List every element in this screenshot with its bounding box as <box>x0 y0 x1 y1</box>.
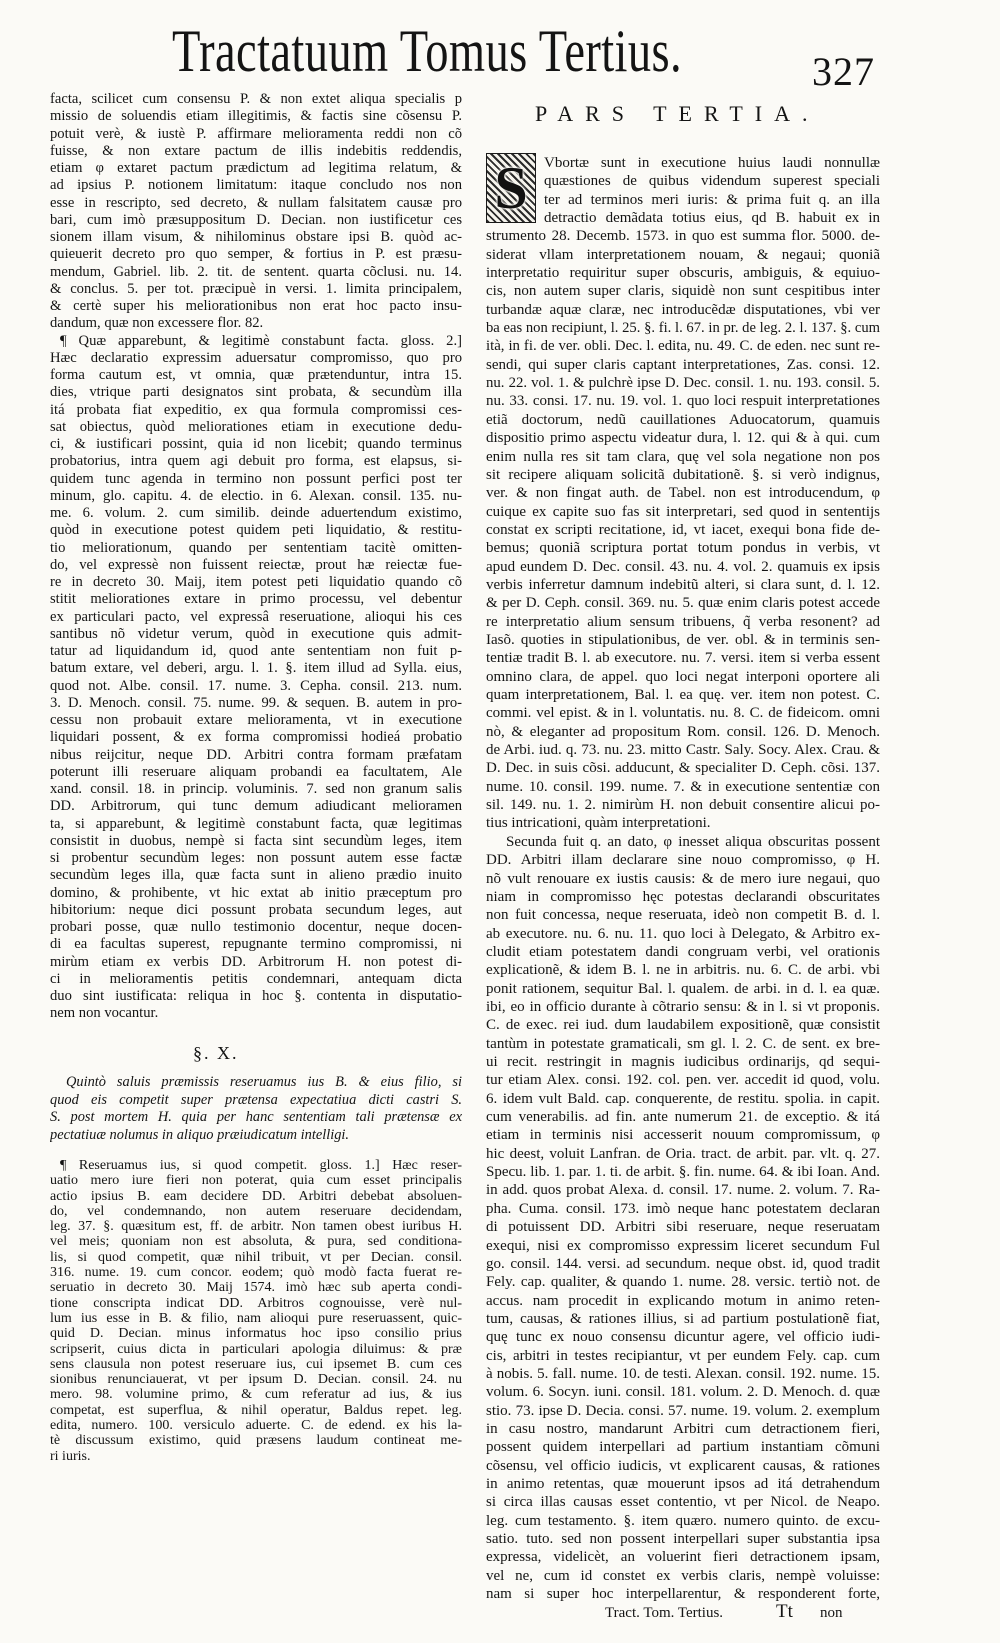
text-line: lis, si quod competit, quæ nihil tribuit, vt per Decian. consil. <box>50 1249 462 1265</box>
text-line: tur etiam Alex. consi. 192. col. pen. ver. accedit id quod, volu. <box>486 1072 880 1089</box>
text-line: dies, vtrique parti designatos sint probata, & secundùm illa <box>50 384 462 401</box>
text-line: Secunda fuit q. an dato, φ inesset aliqua obscuritas possent <box>506 833 880 850</box>
text-line: interpretatio requiritur super obscuris, ambiguis, & equiuo- <box>486 265 880 282</box>
text-line: liquidari possent, & ex forma compromissi hodieá probatio <box>50 729 462 746</box>
text-line: do, vel expressè non fuissent reiectæ, prout hæ reiectæ fue- <box>50 556 462 573</box>
text-line: nõ vult renouare ex iustis causis: & de mero iure negaui, quo <box>486 870 880 887</box>
text-line: stitit meliorationes extare in primo processu, vel debentur <box>50 591 462 608</box>
text-line: ter ad terminos meri iuris: & prima fuit q. an illa <box>544 191 880 208</box>
text-line: in animo retentas, quæ mouerunt ipsos ad itá detrahendum <box>486 1475 880 1492</box>
text-line: quæstiones de quibus videndum superest speciali <box>544 173 880 190</box>
text-line: di ea facultas superest, repugnante termino compromissi, ni <box>50 936 462 953</box>
text-line: in add. quos probat Alexa. d. consil. 17. nume. 2. volum. 7. Ra- <box>486 1182 880 1199</box>
text-line: ad ipsius P. notionem limitatum: itaque concludo nos non <box>50 177 462 194</box>
text-line: go. consil. 144. versi. ad secundum. neque obst. id, quod tradit <box>486 1255 880 1272</box>
text-line: do, vel condemnando, non autem reseruare decidendam, <box>50 1203 462 1219</box>
running-title: Tractatuum Tomus Tertius. <box>172 18 682 84</box>
text-line: DD. Arbitri illam declarare sine nouo compromisso, φ H. <box>486 852 880 869</box>
text-line: tio meliorationum, quando per sententiam tacitè omitten- <box>50 539 462 556</box>
text-line: sat obiectus, quòd meliorationes etiam in executione dedu- <box>50 418 462 435</box>
text-line: probari posse, quæ nullo testimonio docentur, neque docen- <box>50 919 462 935</box>
text-line: omnino clara, de appel. quo loci negat interponi oportere ali <box>486 668 880 685</box>
text-line: xand. consil. 18. in princip. voluminis. 7. sed non granum salis <box>50 781 462 797</box>
text-line: re in decreto 30. Maij, item potest peti liquidatio quando cõ <box>50 574 462 590</box>
text-line: DD. Arbitrorum, qui tunc demum adiudicant melioramen <box>50 798 462 815</box>
text-line: de Arbi. iud. q. 73. nu. 23. mitto Castr. Saly. Socy. Alex. Crau. & <box>486 742 880 758</box>
text-line: poterunt illi reseruare aliquam probandi ea facultatem, Ale <box>50 763 462 780</box>
text-line: bari, cum imò præsuppositum D. Decian. non iustificetur ces <box>50 211 462 228</box>
text-line: sil. 149. nu. 1. 2. nimirùm H. non debuit consentire alicui po- <box>486 797 880 814</box>
text-line: cõsensu, vel officio iudicis, vt explicarent causas, & rationes <box>486 1457 880 1474</box>
text-line: ponit rationem, sequitur Bal. l. qualem. de arbi. in d. l. ea quæ. <box>486 980 880 997</box>
text-line: edita, numero. 100. versiculo aduerte. C. de edend. ex his la- <box>50 1418 462 1434</box>
text-line: sionem illam visum, & nihilominus obstare ipsi B. quòd ac- <box>50 229 462 245</box>
text-line: Quintò saluis præmissis reseruamus ius B. & eius filio, si <box>66 1074 462 1090</box>
footer-signature: Tract. Tom. Tertius. <box>605 1605 724 1621</box>
text-line: ci, & iustificari possint, quia id non licebit; quando terminus <box>50 436 462 452</box>
text-line: C. de exec. rei iud. dum laudabilem expositionẽ, quæ consistit <box>486 1017 880 1034</box>
text-line: quòd in executione potest quidem peti liquidatio, & restitu- <box>50 522 462 539</box>
text-line: duo sint iustificata: reliqua in hoc §. contenta in disputatio- <box>50 988 462 1004</box>
text-line: santibus nõ videtur verum, quòd in executione quis admit- <box>50 625 462 642</box>
text-line: stio. 73. ipse D. Decia. consi. 57. nume. 19. volum. 2. exemplum <box>486 1402 880 1419</box>
text-line: leg. cum testamento. §. item quæro. numero quinto. de excu- <box>486 1512 880 1529</box>
text-line: uatio mero iure fieri non poterat, quia cum esset principalis <box>50 1173 462 1189</box>
text-line: lum ius esse in B. & filio, nam alioqui pure reseruassent, quic- <box>50 1310 462 1326</box>
left-paragraph-4 <box>50 1158 462 1464</box>
text-line: volum. 6. Socyn. iuni. consil. 181. volum. 2. D. Menoch. d. quæ <box>486 1384 880 1401</box>
text-line: pha. Cuma. consil. 173. imò neque hanc potestatem declaran <box>486 1200 880 1217</box>
text-line: re interpretatio alium sensum tribuens, q̃ verba resonent? ad <box>486 613 880 630</box>
text-line: tione conscripta indicat DD. Arbitros cognouisse, verè nul- <box>50 1295 462 1311</box>
text-line: vel meis; quoniam non est absoluta, & pura, sed conditiona- <box>50 1234 462 1250</box>
text-line: batum extare, vel deberi, argu. l. 1. §. item illud ad Sylla. eius, <box>50 660 462 677</box>
text-line: enim nulla res sit tam clara, quę vel sola negatione non pos <box>486 448 880 465</box>
text-line: possent quidem interpellari ad partium instantiam cõmuni <box>486 1439 880 1456</box>
left-paragraph-1 <box>50 91 462 333</box>
text-line: si circa illas causas esset contentio, vt per Nicol. de Neapo. <box>486 1494 880 1511</box>
text-line: sens clausula non potest reseruare ius, cui ipsemet B. cum ces <box>50 1356 462 1372</box>
catchword: non <box>820 1605 843 1621</box>
text-line: turbandæ aquæ claræ, nec introducẽdæ disputationes, vbi ver <box>486 301 880 318</box>
text-line: quieuerit decreto pro quo semper, & fortius in P. est præsu- <box>50 246 462 263</box>
text-line: leg. 37. §. quæsitum est, ff. de arbitr. Non tamen obest iuribus H. <box>50 1219 462 1235</box>
text-line: ¶ Reseruamus ius, si quod competit. gloss. 1.] Hæc reser- <box>60 1158 462 1173</box>
text-line: mero. 98. volumine primo, & cum referatur ad ius, & ius <box>50 1387 462 1403</box>
text-line: etiam φ extaret pactum prædictum ad legitima relatum, & <box>50 160 462 176</box>
text-line: cludit etiam potestatem dandi congruam verbi, vel orationis <box>486 944 880 960</box>
text-line: nò, & eleganter ad propositum Rom. consil. 126. D. Menoch. <box>486 723 880 740</box>
text-line: Vbortæ sunt in executione huius laudi nonnullæ <box>544 155 880 171</box>
text-line: siderat vllam interpretationem nouam, & negaui; quoniã <box>486 246 880 263</box>
text-line: nu. 22. vol. 1. & pulchrè ipse D. Dec. consil. 1. nu. 193. consil. 5. <box>486 375 880 392</box>
text-line: facta, scilicet cum consensu P. & non extet aliqua specialis p <box>50 91 462 107</box>
text-line: ver. & non fingat auth. de Tabel. non est introducendum, φ <box>486 485 880 502</box>
text-line: Hæc declaratio expressim aduersatur compromisso, quo pro <box>50 349 462 366</box>
text-line: pectatiuæ nolumus in aliquo præiudicatum intelligi. <box>50 1126 349 1143</box>
text-line: & certè super his meliorationibus non erat hoc pacto insu- <box>50 298 462 314</box>
text-line: cuique ex capite suo fas sit interpretari, sed quod in sententijs <box>486 503 880 520</box>
text-line: hic deest, voluit Lanfran. de Oria. tract. de arbit. par. vlt. q. 27. <box>486 1145 880 1162</box>
text-line: competat, est superflua, & nihil operatur, Baldus repet. leg. <box>50 1402 462 1418</box>
text-line: si probentur secundùm leges: non possunt autem esse factæ <box>50 850 462 866</box>
text-line: seruatio in decreto 30. Maij 1574. imò hæc sub aperta condi- <box>50 1280 462 1296</box>
text-line: sit recipere aliquam solicitã dubitationẽ. §. si verò indignus, <box>486 466 880 483</box>
text-line: ci in melioramentis petitis condemnari, antequam dicta <box>50 970 462 987</box>
text-line: probatorius, intra quem agi debuit pro forma, est elapsus, si- <box>50 453 462 470</box>
text-line: minum, glo. capitu. 4. de electio. in 6. Alexan. consil. 135. nu- <box>50 487 462 504</box>
text-line: 6. idem vult Bald. cap. conquerente, de restitu. spolia. in capit. <box>486 1090 880 1107</box>
right-paragraph-2 <box>486 833 880 1603</box>
text-line: Specu. lib. 1. par. 1. ti. de arbit. §. fin. nume. 64. & ibi Ioan. And. <box>486 1164 880 1181</box>
left-paragraph-3 <box>50 1074 462 1144</box>
text-line: sendi, qui super claris captant interpretationes, Zas. consi. 12. <box>486 356 880 373</box>
text-line: domino, & prohibente, vt hic extat ab initio præceptum pro <box>50 884 462 901</box>
text-line: mendum, Gabriel. lib. 2. tit. de sentent. quarta cõclusi. nu. 14. <box>50 263 462 280</box>
text-line: vel ne, cum id constet ex verbis claris, nempè voluisse: <box>486 1567 880 1584</box>
text-line: ità, in fi. de ver. obli. Dec. l. edita, nu. 49. C. de eden. nec sunt re- <box>486 338 880 355</box>
text-line: quod eis competit super prætensa expectatiua dicti castri S. <box>50 1091 462 1108</box>
text-line: dispositio primo aspectu videatur dura, l. 12. qui & à qui. cum <box>486 430 880 447</box>
text-line: missio de soluendis etiam illegitimis, & factis sine cõsensu P. <box>50 108 462 125</box>
text-line: consistit in duobus, nempè si facta sint secundùm leges, item <box>50 832 462 849</box>
text-line: ta, si apparebunt, & legitimè constabunt facta, quæ legitimas <box>50 815 462 832</box>
text-line: secundùm leges illa, quæ facta sunt in alieno prædio inuito <box>50 867 462 884</box>
text-line: hibitorium: neque dici possunt probata secundum leges, aut <box>50 901 462 918</box>
text-line: ex particulari pacto, vel expressâ reseruatione, alioqui his ces <box>50 608 462 625</box>
text-line: 316. nume. 19. cum concor. eodem; quò modò facta fuerat re- <box>50 1265 462 1281</box>
text-line: verbis inferretur damnum indebitũ alteri, si clara sunt, d. l. 12. <box>486 576 880 593</box>
text-line: actio ipsius B. eam decidere DD. Arbitri debebat absoluen- <box>50 1188 462 1204</box>
text-line: Iasõ. quoties in stipulationibus, de ver. obl. & in terminis sen- <box>486 631 880 648</box>
text-line: constat ex scripti recitatione, id, vt iacet, exequi bona fide de- <box>486 521 880 538</box>
text-line: mirùm etiam ex verbis DD. Arbitrorum H. non potest di- <box>50 953 462 970</box>
page-number: 327 <box>812 49 875 94</box>
text-line: quod not. Albe. consil. 17. nume. 3. Cepha. consil. 213. num. <box>50 677 462 694</box>
text-line: nume. 10. consil. 199. nume. 7. & in executione sententiæ con <box>486 778 880 795</box>
text-line: forma cautum est, vt omnia, quæ prætenduntur, intra 15. <box>50 367 462 383</box>
text-line: tantùm in potestate gramaticali, sm gl. l. 2. C. de sent. ex bre- <box>486 1035 880 1052</box>
text-line: fuisse, & non extare pactum de illis indebitis reddendis, <box>50 142 462 159</box>
text-line: cum venerabilis. ad fin. ante numerum 21. de exceptio. & itá <box>486 1109 880 1126</box>
text-line: bemus; quoniã scriptura portat totum pondus in verbis, vt <box>486 540 880 557</box>
text-line: di potuissent DD. Arbitri sibi reseruare, neque reseruatam <box>486 1219 880 1236</box>
section-mark: §. X. <box>193 1043 239 1063</box>
text-line: detractio demãdata totius eius, qd B. habuit ex in <box>544 210 880 227</box>
text-line: & conclus. 5. per tot. præcipuè in versi. 1. limita principalem, <box>50 280 462 297</box>
text-line: quid D. Decian. minus informatus hoc ipso consilio prius <box>50 1326 462 1342</box>
text-line: etiã doctorum, nedũ cauillationes Aduocatorum, quamuis <box>486 411 880 428</box>
text-line: cessu non probauit extare melioramenta, vt in executione <box>50 712 462 728</box>
text-line: tum, causas, & rationes illius, si ad partium postulationẽ fiat, <box>486 1310 880 1327</box>
drop-cap-letter: S <box>494 155 528 221</box>
text-line: & per D. Ceph. consil. 369. nu. 5. quæ enim claris potest accede <box>486 595 880 612</box>
left-paragraph-2 <box>50 333 462 1023</box>
text-line: quę tunc ex nouo consensu dicuntur agere, vel officio iudi- <box>486 1329 880 1346</box>
text-line: Fely. cap. qualiter, & quando 1. nume. 28. versic. tertiò not. de <box>486 1274 880 1291</box>
text-line: ri iuris. <box>50 1448 91 1464</box>
text-line: in casu nostro, mandarunt Arbitri cum detractionem fieri, <box>486 1420 880 1437</box>
text-line: satio. tuto. sed non possent interpellari super substantia ipsa <box>486 1531 880 1547</box>
text-line: ibi, eo in officio durante à cõtrario sensu: & in l. si vt proponis. <box>486 999 880 1016</box>
text-line: apud eundem D. Dec. consil. 43. nu. 4. vol. 2. quamuis ex ipsis <box>486 558 880 575</box>
text-line: quidem tunc agenda in termino non possunt perfici post ter <box>50 470 462 487</box>
text-line: quam interpretationem, Bal. l. ea quę. ver. item non potest. C. <box>486 686 880 703</box>
quire-mark: Tt <box>776 1601 793 1622</box>
text-line: nem non vocantur. <box>50 1005 159 1022</box>
text-line: accus. nam procedit in explicando motum in animo reten- <box>486 1292 880 1309</box>
text-line: ab executore. nu. 6. nu. 11. quo loci à Delegato, & Arbitro ex- <box>486 925 880 942</box>
text-line: ba eas non recipiunt, l. 25. §. fi. l. 67. in pr. de leg. 2. l. 137. §. cum <box>486 320 880 337</box>
text-line: nam si super hoc interpellarentur, & responderent forte, <box>486 1586 880 1603</box>
text-line: tentiæ tradit B. l. ab executore. nu. 7. versi. item si verba essent <box>486 650 880 667</box>
text-line: cis, non autem super claris, siquidè non sunt cespitibus inter <box>486 283 880 300</box>
text-line: tatur ad liquidandum id, quod ante sententiam non fuit p- <box>50 643 462 659</box>
text-line: me. 6. volum. 2. cum similib. deinde aduertendum existimo, <box>50 505 462 521</box>
text-line: S. post mortem H. quia per hanc sententiam tali prætensæ ex <box>50 1109 462 1125</box>
text-line: niam in compromisso hęc potestas declarandi obscuritates <box>486 888 880 905</box>
text-line: commi. vel epist. & in l. voluntatis. nu. 8. C. de fideicom. omni <box>486 705 880 722</box>
text-line: expressa, videlicèt, an voluerint fieri detractionem ipsam, <box>486 1549 880 1566</box>
text-line: exequi, nisi ex compromisso expressim liceret secundum Ful <box>486 1237 880 1254</box>
right-paragraph-1 <box>486 154 880 833</box>
text-line: dandum, quæ non excessere flor. 82. <box>50 315 264 332</box>
text-line: strumento 28. Decemb. 1573. in quo est summa flor. 5000. de- <box>486 228 880 245</box>
text-line: explicationẽ, & idem B. l. ne in arbitris. nu. 6. C. de arbi. vbi <box>486 962 880 979</box>
part-heading: PARS TERTIA. <box>535 101 820 126</box>
text-line: ui recit. restringit in magnis iudicibus ordinarijs, qd sequi- <box>486 1054 880 1071</box>
text-line: itá probata fiat expeditio, ex qua formula compromissi ces- <box>50 401 462 418</box>
text-line: etiam in terminis nisi accesserit nouum compromissum, φ <box>486 1127 880 1144</box>
text-line: tè discussum existimo, quid præsens laudum contineat me- <box>50 1433 462 1449</box>
text-line: cis, arbitri in testes recipiantur, vt per eundem Fely. cap. cum <box>486 1347 880 1364</box>
text-line: nibus reijcitur, neque DD. Arbitri contra formam præfatam <box>50 746 462 763</box>
text-line: esse in rescripto, sed decreto, & nullam falsitatem causæ pro <box>50 194 462 211</box>
text-line: non fuit concessa, neque reseruata, ideò non competit B. d. l. <box>486 907 880 924</box>
text-line: potuit verè, & iustè P. affirmare melioramenta reddi non cõ <box>50 125 462 142</box>
text-line: scripserit, cuius dicta in particulari apologia diluimus: & præ <box>50 1341 462 1357</box>
text-line: tius intricationi, quàm interpretationi. <box>486 815 711 832</box>
text-line: D. Dec. in suis cõsi. adducunt, & specialiter D. Ceph. cõsi. 137. <box>486 760 880 777</box>
text-line: 3. D. Menoch. consil. 75. nume. 99. & sequen. B. autem in pro- <box>50 694 462 711</box>
text-line: nu. 33. consi. 17. nu. 19. vol. 1. quo loci respuit interpretationes <box>486 393 880 410</box>
text-line: sionibus renunciauerat, vt per ipsum D. Decian. consil. 24. nu <box>50 1372 462 1388</box>
text-line: ¶ Quæ apparebunt, & legitimè constabunt facta. gloss. 2.] <box>60 332 462 349</box>
text-line: à nobis. 5. fall. nume. 10. de testi. Alexan. consil. 192. nume. 15. <box>486 1365 880 1382</box>
